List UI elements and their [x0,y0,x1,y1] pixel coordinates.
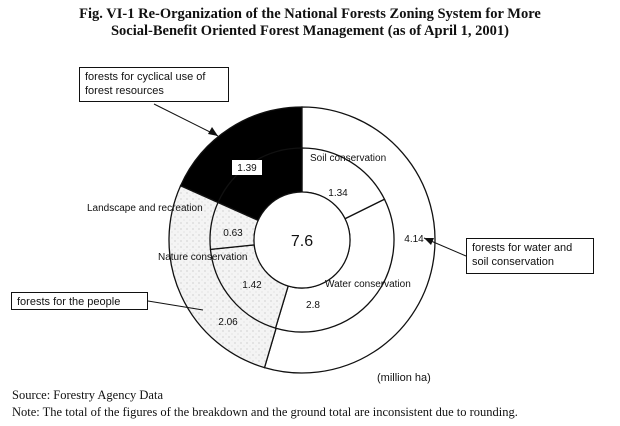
unit-label: (million ha) [377,372,431,384]
arrow-head-cyclical [208,127,218,136]
label-soil-conservation: Soil conservation [310,153,387,164]
arrow-cyclical [154,104,218,136]
label-landscape-recreation: Landscape and recreation [87,203,203,214]
footnote: Note: The total of the figures of the breakdown and the ground total are inconsistent due to rounding. [12,405,518,419]
value-water-soil-total: 4.14 [404,234,424,245]
callout-cyclical: forests for cyclical use of forest resources [79,67,229,102]
value-nature-conservation: 1.42 [242,280,262,291]
source-note: Source: Forestry Agency Data [12,388,164,402]
chart-title-line-1: Fig. VI-1 Re-Organization of the National Forests Zoning System for More [79,6,541,22]
callout-water-soil: forests for water and soil conservation [466,238,594,274]
label-water-conservation: Water conservation [325,279,411,290]
total-value-label: 7.6 [290,233,314,250]
value-cyclical: 1.39 [237,163,257,174]
value-landscape-recreation: 0.63 [223,228,243,239]
chart-title-line-2: Social-Benefit Oriented Forest Management (as of April 1, 2001) [110,23,509,39]
callout-people: forests for the people [11,292,148,310]
value-soil-conservation: 1.34 [328,188,348,199]
value-water-conservation: 2.8 [306,300,320,311]
label-nature-conservation: Nature conservation [158,252,248,263]
value-people-total: 2.06 [218,317,238,328]
